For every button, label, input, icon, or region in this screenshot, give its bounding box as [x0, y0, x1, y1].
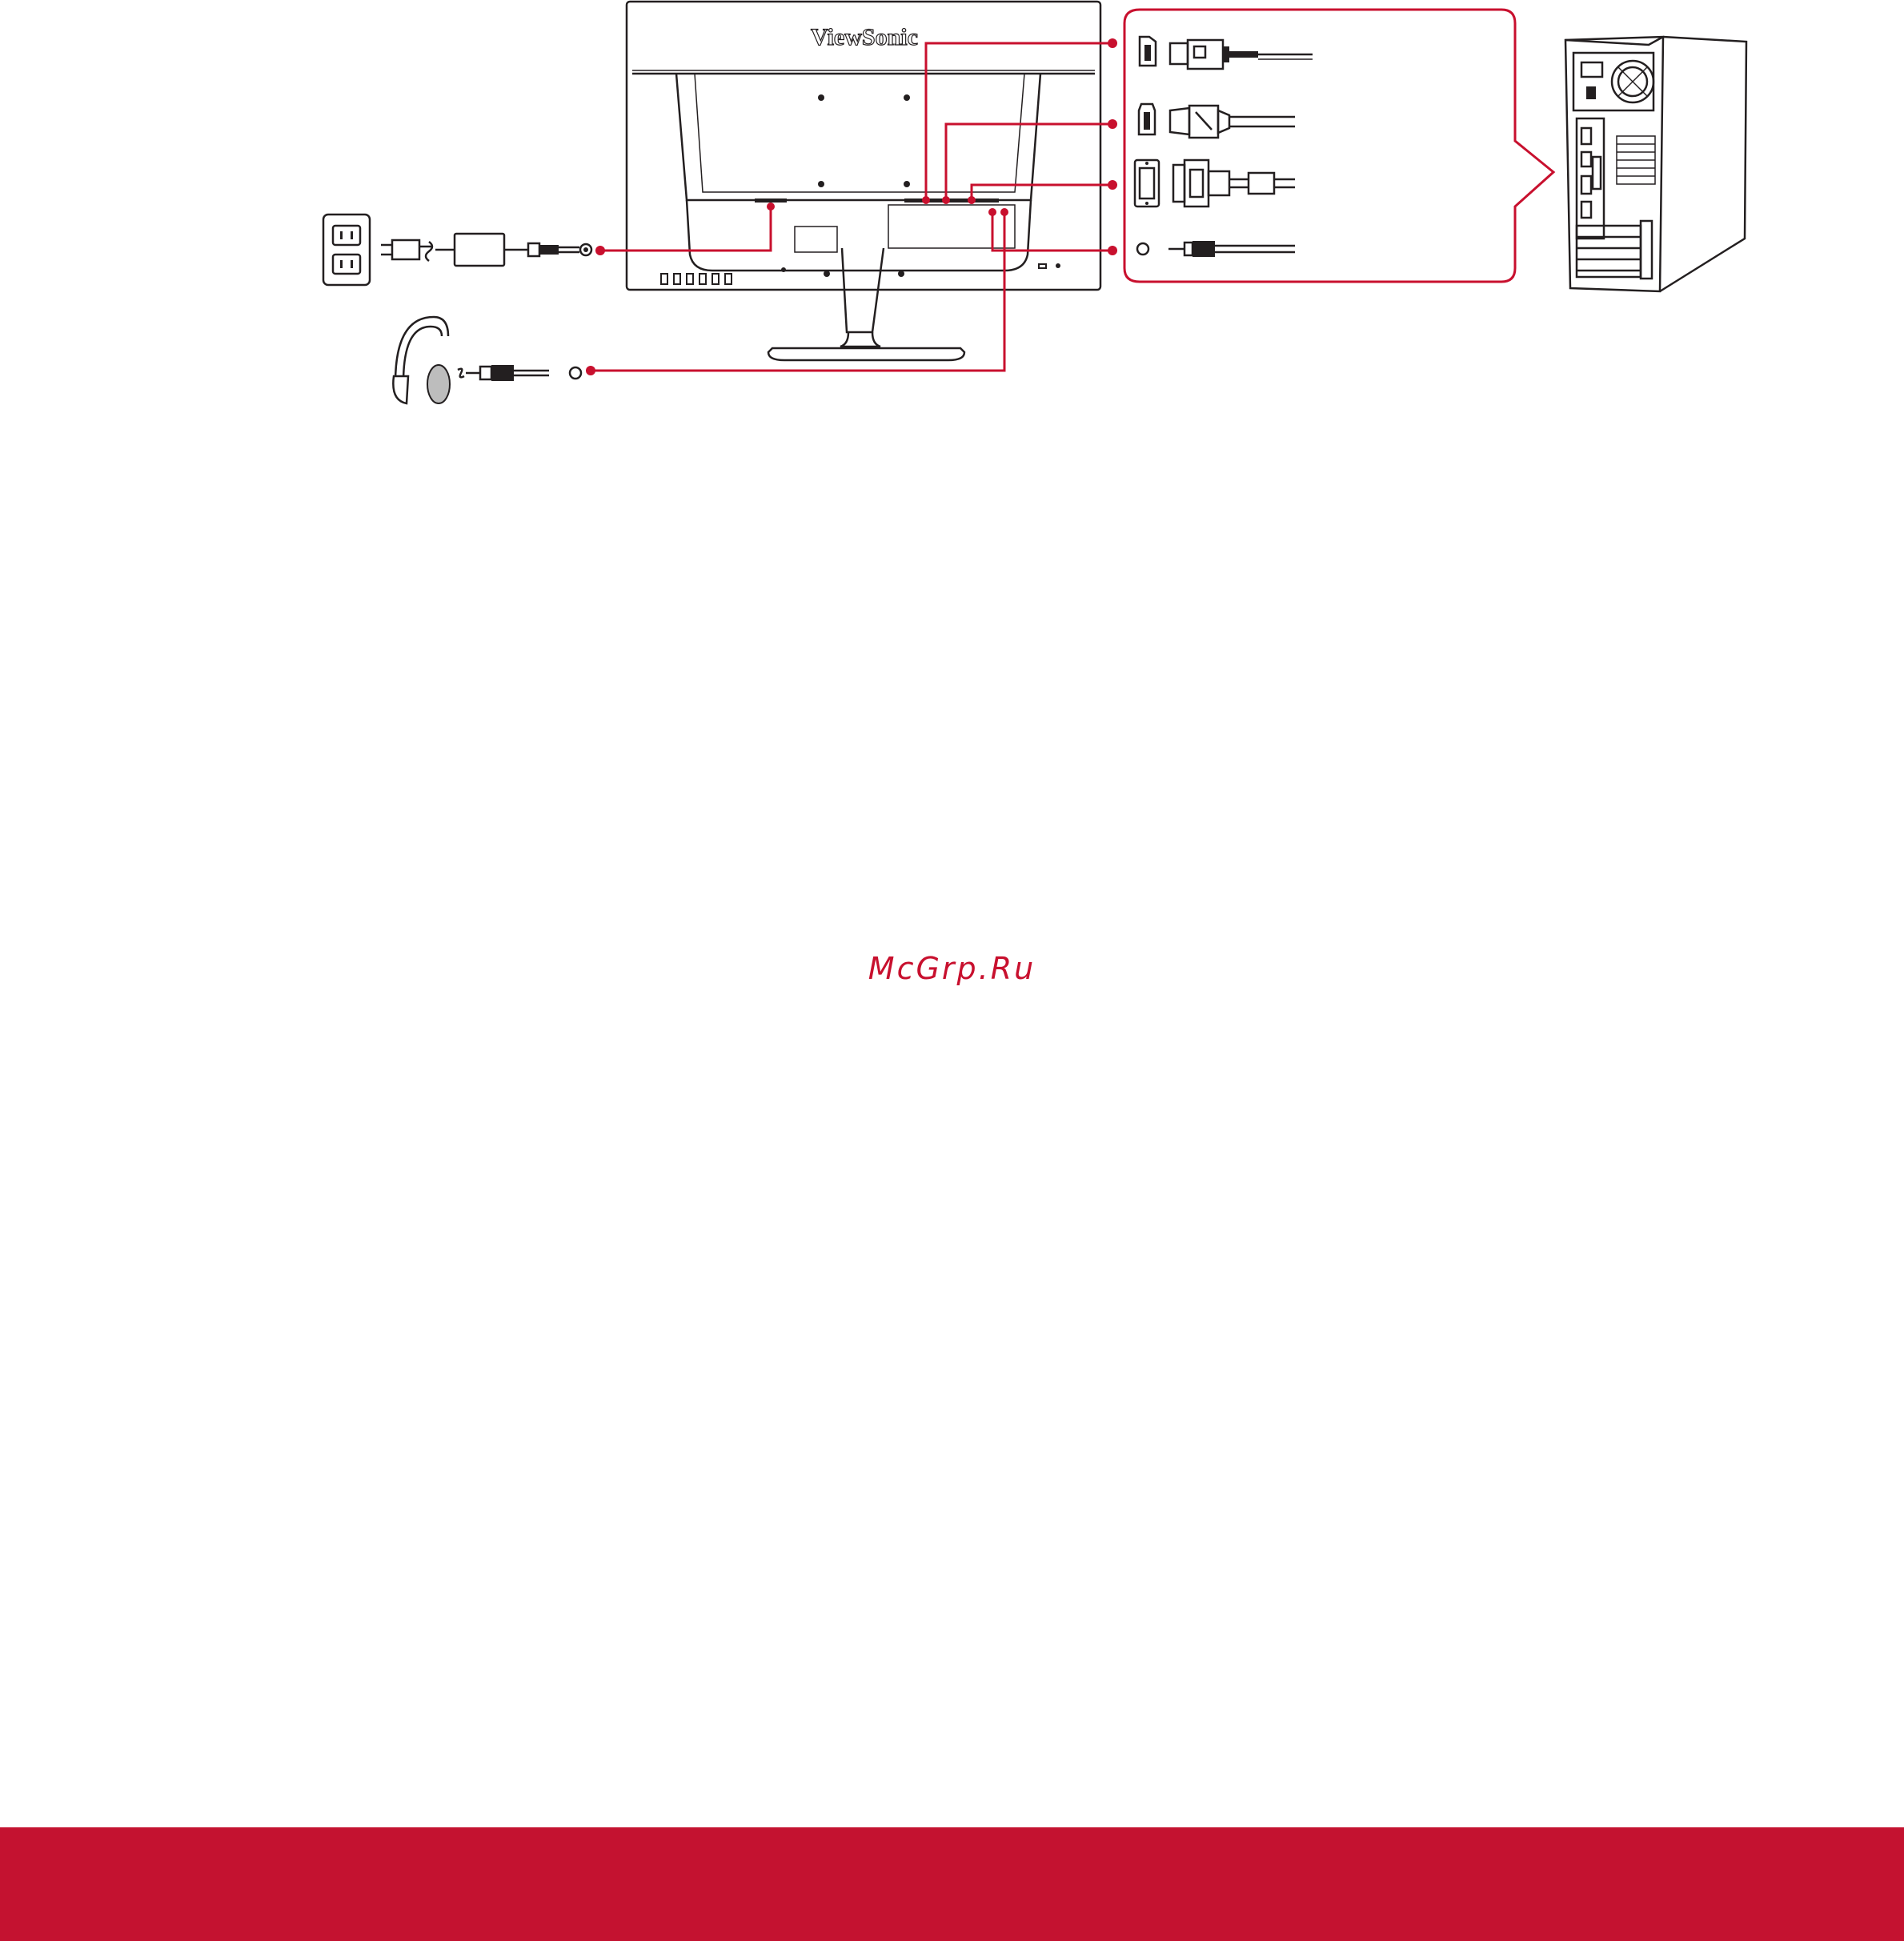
connection-diagram [0, 0, 1904, 448]
audio-jack-icon [1137, 241, 1295, 257]
callout-box [1124, 10, 1553, 282]
vga-icon [1135, 160, 1295, 207]
power-adapter-icon [323, 215, 591, 285]
footer-bar [0, 1827, 1904, 1941]
watermark-text: McGrp.Ru [868, 951, 1036, 986]
headphones-icon [393, 317, 581, 403]
connection-lines [586, 38, 1117, 375]
hdmi-icon [1139, 104, 1295, 138]
displayport-icon [1140, 37, 1313, 69]
monitor-brand-logo: ViewSonic [811, 24, 918, 50]
pc-tower [1565, 37, 1746, 291]
monitor-rear [627, 2, 1100, 360]
